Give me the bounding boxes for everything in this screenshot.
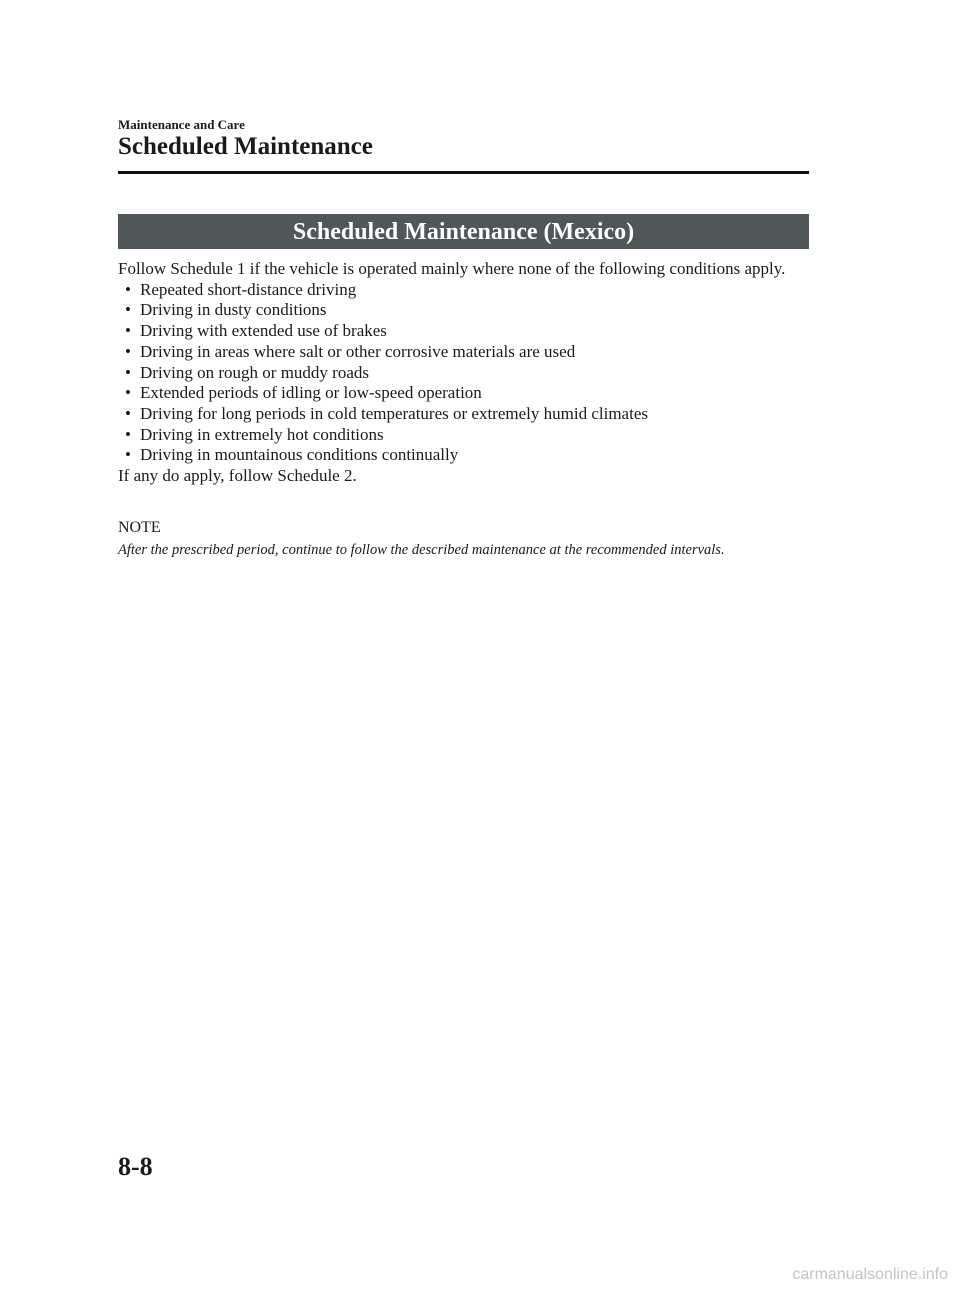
list-item-text: Driving in areas where salt or other corrosive materials are used bbox=[140, 341, 576, 361]
closing-paragraph: If any do apply, follow Schedule 2. bbox=[118, 466, 357, 486]
bullet-icon: • bbox=[125, 424, 131, 444]
bullet-icon: • bbox=[125, 445, 131, 465]
page-number: 8-8 bbox=[118, 1152, 153, 1181]
bullet-icon: • bbox=[125, 341, 131, 361]
list-item-text: Driving in dusty conditions bbox=[140, 300, 327, 320]
title-divider bbox=[118, 171, 809, 174]
list-item-text: Driving with extended use of brakes bbox=[140, 321, 387, 341]
list-item bbox=[118, 383, 809, 404]
bullet-icon: • bbox=[125, 362, 131, 382]
list-item bbox=[118, 425, 809, 446]
note-text: After the prescribed period, continue to follow the described maintenance at the recommended intervals. bbox=[118, 542, 725, 558]
note-label: NOTE bbox=[118, 519, 161, 536]
list-item-text: Extended periods of idling or low-speed operation bbox=[140, 383, 482, 403]
watermark: carmanualsonline.info bbox=[792, 1266, 948, 1283]
intro-paragraph: Follow Schedule 1 if the vehicle is operated mainly where none of the following conditions apply. bbox=[118, 259, 786, 278]
conditions-list bbox=[118, 280, 809, 466]
bullet-icon: • bbox=[125, 279, 131, 299]
list-item-text: Driving in extremely hot conditions bbox=[140, 424, 384, 444]
list-item bbox=[118, 300, 809, 321]
list-item bbox=[118, 280, 809, 301]
page-title: Scheduled Maintenance bbox=[118, 133, 373, 160]
bullet-icon: • bbox=[125, 403, 131, 423]
list-item-text: Repeated short-distance driving bbox=[140, 279, 357, 299]
list-item-text: Driving in mountainous conditions continually bbox=[140, 445, 459, 465]
list-item-text: Driving for long periods in cold temperatures or extremely humid climates bbox=[140, 403, 648, 423]
note-block bbox=[118, 517, 809, 561]
list-item bbox=[118, 445, 809, 466]
bullet-icon: • bbox=[125, 300, 131, 320]
section-label: Maintenance and Care bbox=[118, 117, 245, 132]
list-item bbox=[118, 404, 809, 425]
list-item bbox=[118, 342, 809, 363]
body-text bbox=[118, 259, 809, 487]
bullet-icon: • bbox=[125, 383, 131, 403]
list-item bbox=[118, 321, 809, 342]
section-banner: Scheduled Maintenance (Mexico) bbox=[118, 214, 809, 249]
list-item bbox=[118, 363, 809, 384]
bullet-icon: • bbox=[125, 321, 131, 341]
list-item-text: Driving on rough or muddy roads bbox=[140, 362, 370, 382]
